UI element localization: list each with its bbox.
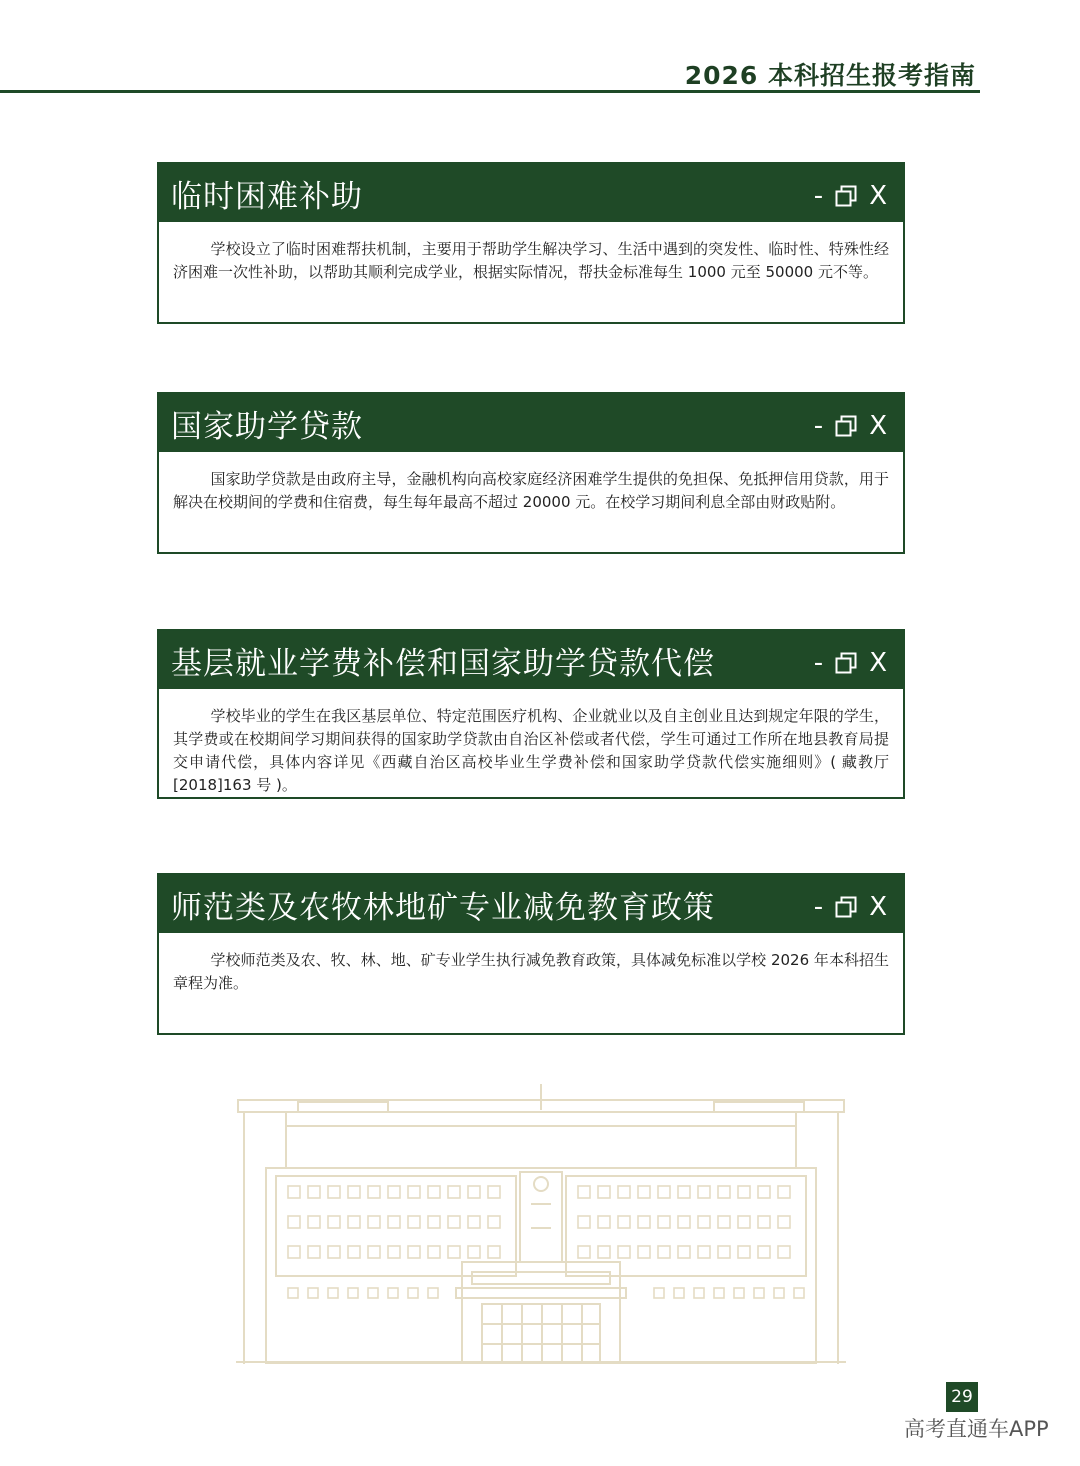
card-normal-agri-reduction: [157, 873, 905, 1035]
card-national-student-loan: [157, 392, 905, 554]
card-title: 国家助学贷款: [171, 408, 363, 445]
card-body-text: 学校设立了临时困难帮扶机制，主要用于帮助学生解决学习、生活中遇到的突发性、临时性、特殊性经济困难一次性补助，以帮助其顺利完成学业，根据实际情况，帮扶金标准每生 1000 元至 50000 元不等。: [173, 240, 889, 281]
card-header: [159, 875, 903, 933]
page-number: 29: [946, 1382, 978, 1412]
card-header: [159, 394, 903, 452]
close-icon: X: [869, 648, 887, 678]
restore-icon: [835, 185, 857, 207]
card-body-text: 国家助学贷款是由政府主导，金融机构向高校家庭经济困难学生提供的免担保、免抵押信用贷款，用于解决在校期间的学费和住宿费，每生每年最高不超过 20000 元。在校学习期间利息全部由财政贴附。: [173, 470, 889, 511]
card-body-text: 学校毕业的学生在我区基层单位、特定范围医疗机构、企业就业以及自主创业且达到规定年限的学生，其学费或在校期间学习期间获得的国家助学贷款由自治区补偿或者代偿，学生可通过工作所在地县教育局提交申请代偿，具体内容详见《西藏自治区高校毕业生学费补偿和国家助学贷款代偿实施细则》( 藏教厅 [2018]163 号 )。: [173, 707, 889, 794]
card-header: [159, 631, 903, 689]
watermark-text: 高考直通车APP: [904, 1417, 1049, 1441]
restore-icon: [835, 652, 857, 674]
card-title: 基层就业学费补偿和国家助学贷款代偿: [171, 645, 715, 682]
card-grassroots-compensation: [157, 629, 905, 799]
window-controls: [814, 183, 887, 209]
window-controls: [814, 413, 887, 439]
minimize-icon: -: [813, 892, 824, 922]
window-controls: [814, 650, 887, 676]
page-header-title: 2026 本科招生报考指南: [684, 61, 976, 90]
card-title: 师范类及农牧林地矿专业减免教育政策: [171, 889, 715, 926]
card-title: 临时困难补助: [171, 178, 363, 215]
card-temporary-aid: [157, 162, 905, 324]
restore-icon: [835, 415, 857, 437]
close-icon: X: [869, 181, 887, 211]
minimize-icon: -: [813, 648, 824, 678]
restore-icon: [835, 896, 857, 918]
minimize-icon: -: [813, 181, 824, 211]
card-body-text: 学校师范类及农、牧、林、地、矿专业学生执行减免教育政策，具体减免标准以学校 2026 年本科招生章程为准。: [173, 951, 889, 992]
window-controls: [814, 894, 887, 920]
close-icon: X: [869, 411, 887, 441]
library-building-illustration: [236, 1082, 846, 1364]
minimize-icon: -: [813, 411, 824, 441]
card-header: [159, 164, 903, 222]
close-icon: X: [869, 892, 887, 922]
header-divider: [0, 90, 980, 93]
